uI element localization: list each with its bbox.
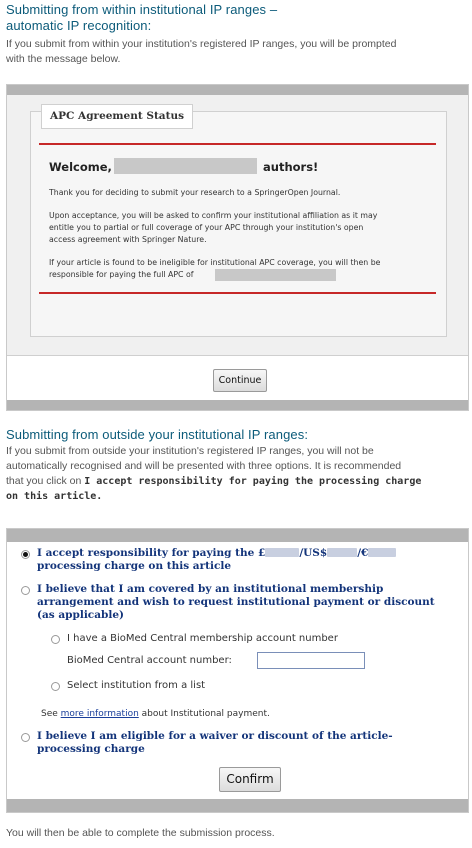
option2-line3: (as applicable)	[37, 609, 124, 621]
option3-label[interactable]	[37, 730, 393, 756]
option2-line1: I believe that I am covered by an institutional membership	[37, 583, 384, 595]
section2-heading: Submitting from outside your institutional IP ranges:	[6, 427, 309, 442]
section2-intro-line3-pre: that you click on	[6, 475, 85, 487]
section1-intro-line2: with the message below.	[6, 53, 121, 65]
recommended-option-text-cont: on this article.	[6, 491, 103, 502]
option1-label[interactable]	[37, 547, 396, 573]
select-institution-label[interactable]: Select institution from a list	[67, 680, 206, 691]
authors-text: authors!	[263, 160, 319, 174]
section2-intro	[6, 444, 421, 504]
continue-button[interactable]: Continue	[213, 369, 267, 392]
thank-you-message: Thank you for deciding to submit your research to a SpringerOpen Journal.	[49, 188, 341, 197]
institutional-payment-note	[41, 709, 270, 719]
payment-options-screenshot	[6, 528, 469, 813]
affiliation-message	[49, 210, 377, 246]
dialog-footer	[7, 355, 468, 402]
note-pre: See	[41, 709, 61, 719]
membership-account-label[interactable]: I have a BioMed Central membership account number	[67, 633, 338, 644]
red-divider-bottom	[39, 292, 436, 294]
ineligible-message-line1: If your article is found to be ineligible for institutional APC coverage, you will then be	[49, 258, 381, 267]
red-divider-top	[39, 143, 436, 145]
window-top-bar-2	[7, 529, 468, 542]
section1-intro-line1: If you submit from within your institution's registered IP ranges, you will be prompted	[6, 38, 397, 50]
redacted-usd-amount	[327, 548, 357, 557]
option1-line1	[37, 547, 396, 560]
select-institution-radio[interactable]	[51, 682, 60, 691]
affiliation-message-line2: entitle you to partial or full coverage of your APC through your institution's open	[49, 223, 364, 232]
ineligible-message-line2: responsible for paying the full APC of	[49, 270, 194, 279]
section1-heading-line2: automatic IP recognition:	[6, 18, 152, 33]
option1-line1-text: I accept responsibility for paying the £	[37, 547, 266, 559]
section1-heading-line1: Submitting from within institutional IP ranges –	[6, 2, 278, 17]
affiliation-message-line1: Upon acceptance, you will be asked to confirm your institutional affiliation as it may	[49, 211, 378, 220]
more-information-link[interactable]: more information	[60, 709, 139, 719]
apc-agreement-status-fieldset	[30, 111, 447, 337]
section1-heading	[6, 2, 277, 34]
note-post: about Institutional payment.	[138, 709, 270, 719]
section2-intro-line3	[6, 474, 421, 489]
option3-radio[interactable]	[21, 733, 30, 742]
section2-intro-line4	[6, 489, 421, 504]
option1-radio[interactable]	[21, 550, 30, 559]
account-number-input[interactable]	[257, 652, 365, 669]
option3-line2: processing charge	[37, 743, 145, 755]
apc-status-screenshot	[6, 84, 469, 411]
option2-line2: arrangement and wish to request institutional payment or discount	[37, 596, 435, 608]
option1-separator-eur: /€	[357, 547, 369, 559]
window-bottom-bar	[7, 400, 468, 410]
window-top-bar	[7, 85, 468, 95]
option2-radio[interactable]	[21, 586, 30, 595]
section1-intro	[6, 37, 397, 67]
option3-line1: I believe I am eligible for a waiver or discount of the article-	[37, 730, 393, 742]
apc-legend: APC Agreement Status	[41, 104, 193, 129]
confirm-button[interactable]: Confirm	[219, 767, 281, 792]
window-bottom-bar-2	[7, 799, 468, 812]
section2-intro-line2: automatically recognised and will be presented with three options. It is recommended	[6, 460, 402, 472]
option1-line2: processing charge on this article	[37, 560, 232, 572]
redacted-gbp-amount	[265, 548, 299, 557]
affiliation-message-line3: access agreement with Springer Nature.	[49, 235, 207, 244]
membership-account-radio[interactable]	[51, 635, 60, 644]
section2-intro-line1: If you submit from outside your institution's registered IP ranges, you will not be	[6, 445, 374, 457]
recommended-option-text: I accept responsibility for paying the processing charge	[84, 476, 422, 487]
submission-complete-text: You will then be able to complete the submission process.	[6, 827, 275, 839]
option2-label[interactable]	[37, 583, 435, 622]
welcome-text: Welcome,	[49, 160, 112, 174]
redacted-apc-amount	[215, 269, 336, 281]
redacted-institution-name	[114, 158, 257, 174]
option1-separator-usd: /US$	[299, 547, 328, 559]
redacted-eur-amount	[368, 548, 396, 557]
account-number-label: BioMed Central account number:	[67, 655, 232, 666]
